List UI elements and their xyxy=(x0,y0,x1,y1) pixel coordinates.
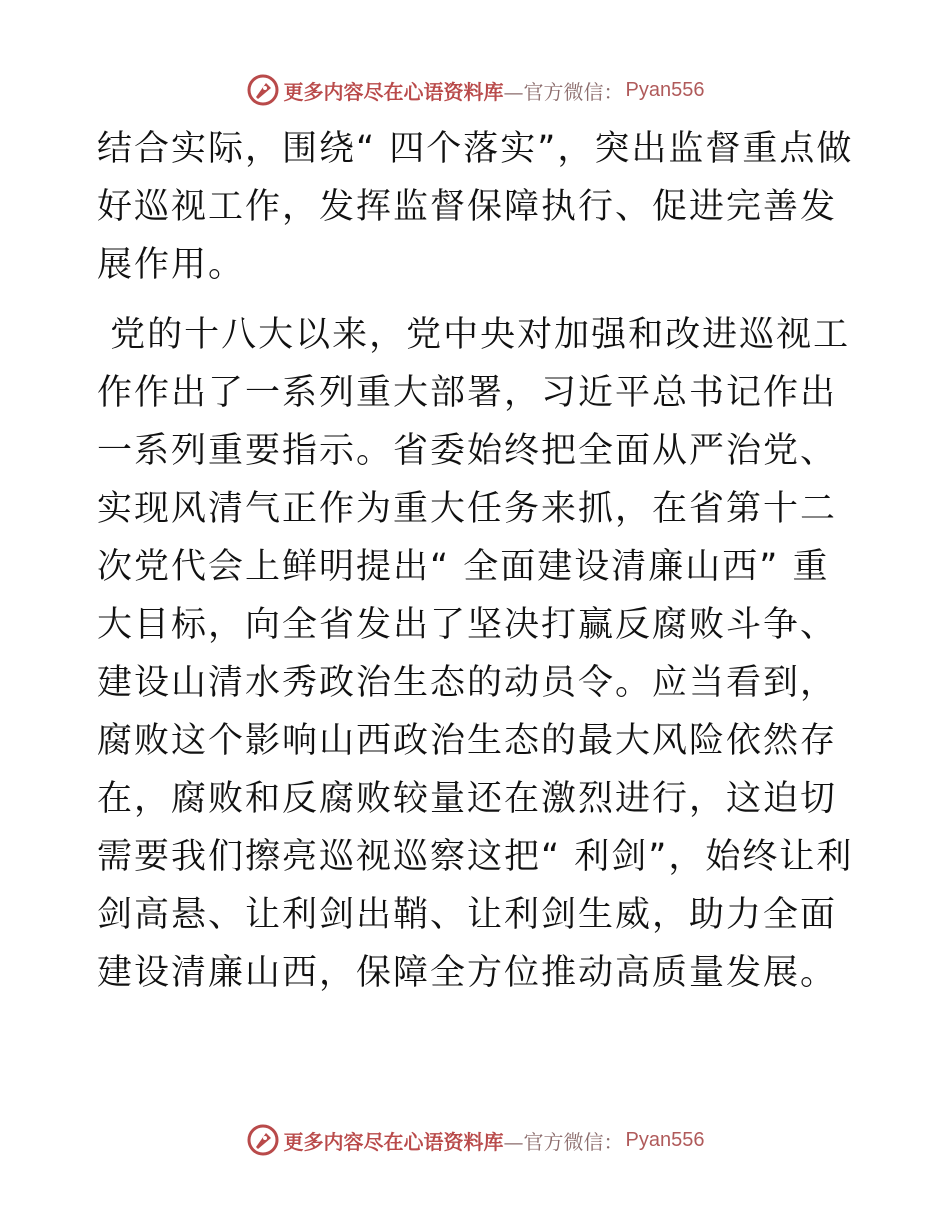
footer-wechat-id: Pyan556 xyxy=(625,1128,705,1151)
footer-brand-text: 更多内容尽在心语资料库 xyxy=(283,1129,504,1154)
pen-nib-logo-icon xyxy=(246,73,280,107)
footer-separator-text: —官方微信： xyxy=(503,1129,624,1154)
header-banner xyxy=(0,70,950,110)
pen-nib-logo-icon xyxy=(246,1123,280,1157)
body-text xyxy=(97,120,857,1002)
paragraph-2: 党的十八大以来，党中央对加强和改进巡视工作作出了一系列重大部署，习近平总书记作出一系列重要指示。省委始终把全面从严治党、实现风清气正作为重大任务来抓，在省第十二次党代会上鲜明提出“ 全面建设清廉山西” 重大目标，向全省发出了坚决打赢反腐败斗争、建设山清水秀政治生态的动员令。应当看到，腐败这个影响山西政治生态的最大风险依然存在，腐败和反腐败较量还在激烈进行，这迫切需要我们擦亮巡视巡察这把“ 利剑”，始终让利剑高悬、让利剑出鞘、让利剑生威，助力全面建设清廉山西，保障全方位推动高质量发展。 xyxy=(97,315,854,993)
paragraph-1: 结合实际，围绕“ 四个落实”，突出监督重点做好巡视工作，发挥监督保障执行、促进完善发展作用。 xyxy=(97,129,854,285)
footer-banner xyxy=(0,1120,950,1160)
header-separator-text: —官方微信： xyxy=(503,79,624,104)
header-wechat-id: Pyan556 xyxy=(625,78,705,101)
header-brand-text: 更多内容尽在心语资料库 xyxy=(283,79,504,104)
